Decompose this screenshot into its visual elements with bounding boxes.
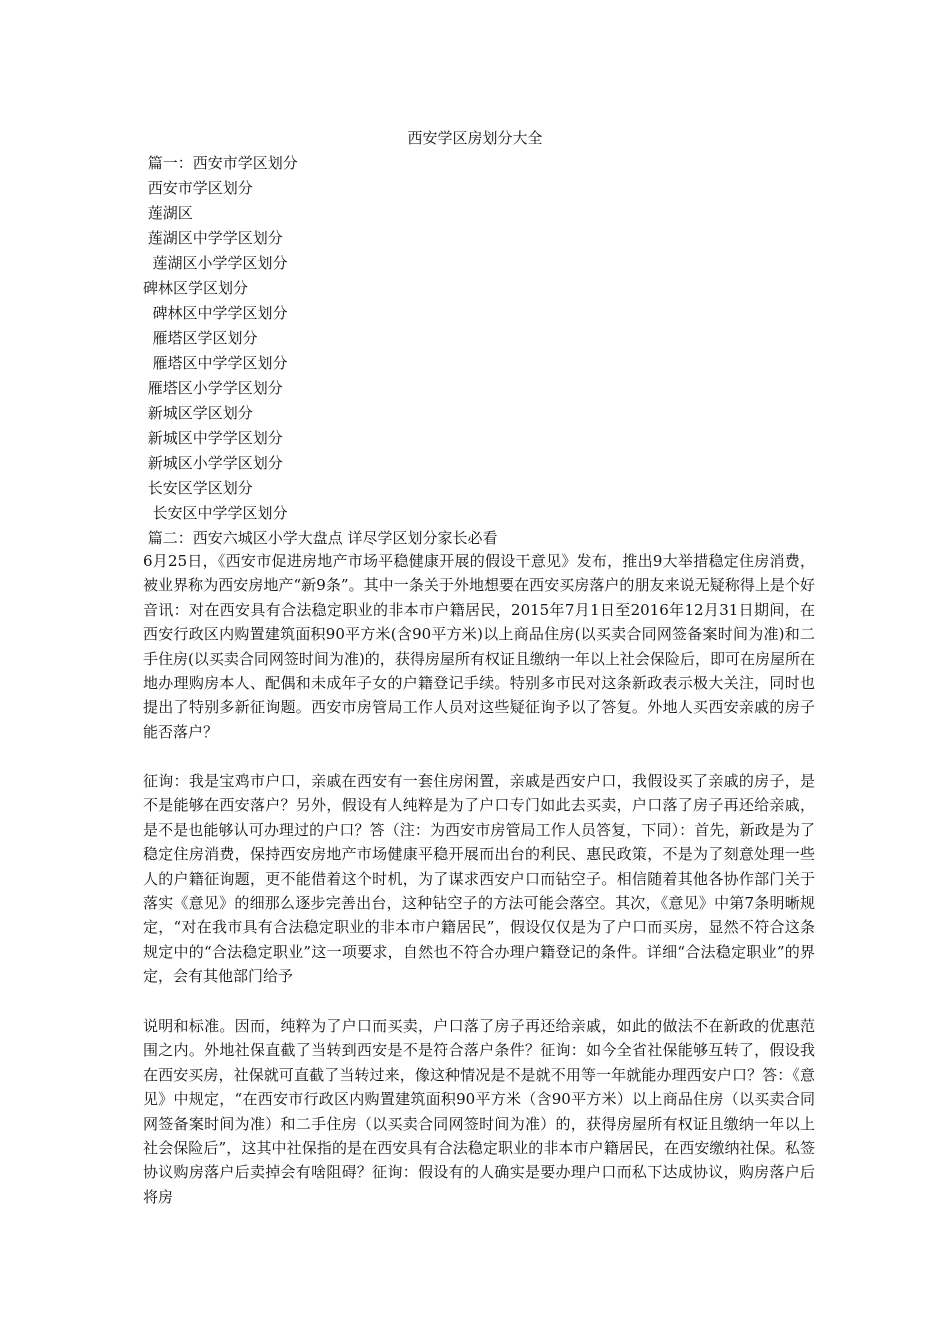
outline-item: 篇二：西安六城区小学大盘点 详尽学区划分家长必看: [143, 529, 498, 547]
document-title: 西安学区房划分大全: [407, 129, 543, 147]
body-paragraph: 说明和标准。因而，纯粹为了户口而买卖，户口落了房子再还给亲戚，如此的做法不在新政的优惠范围之内。外地社保直截了当转到西安是不是符合落户条件？征询：如今全省社保能够互转了，假设我在西安买房，社保就可直截了当转过来，像这种情况是不是就不用等一年就能办理西安户口？答：《意见》中规定，“在西安市行政区内购置建筑面积90平方米（含90平方米）以上商品住房（以买卖合同网签备案时间为准）和二手住房（以买卖合同网签时间为准）的，获得房屋所有权证且缴纳一年以上社会保险后”，这其中社保指的是在西安具有合法稳定职业的非本市户籍居民，在西安缴纳社保。私签协议购房落户后卖掉会有啥阻碍？征询：假设有的人确实是要办理户口而私下达成协议，购房落户后将房: [143, 1017, 815, 1206]
outline-item: 莲湖区: [143, 204, 193, 222]
body-paragraph: 征询：我是宝鸡市户口，亲戚在西安有一套住房闲置，亲戚是西安户口，我假设买了亲戚的房子，是不是能够在西安落户？另外，假设有人纯粹是为了户口专门如此去买卖，户口落了房子再还给亲戚，是不是也能够认可办理过的户口？答（注：为西安市房管局工作人员答复，下同）：首先，新政是为了稳定住房消费，保持西安房地产市场健康平稳开展而出台的利民、惠民政策，不是为了刻意处理一些人的户籍征询题，更不能借着这个时机，为了谋求西安户口而钻空子。相信随着其他各协作部门关于落实《意见》的细那么逐步完善出台，这种钻空子的方法可能会落空。其次，《意见》中第7条明晰规定，“对在我市具有合法稳定职业的非本市户籍居民”，假设仅仅是为了户口而买房，显然不符合这条规定中的“合法稳定职业”这一项要求，自然也不符合办理户籍登记的条件。详细“合法稳定职业”的界定，会有其他部门给予: [143, 772, 815, 986]
outline-item: 西安市学区划分: [143, 179, 253, 197]
outline-item: 新城区小学学区划分: [143, 454, 283, 472]
outline-item: 碑林区中学学区划分: [143, 304, 288, 322]
outline-item: 长安区中学学区划分: [143, 504, 288, 522]
outline-item: 莲湖区小学学区划分: [143, 254, 288, 272]
outline-item: 篇一：西安市学区划分: [143, 154, 298, 172]
outline-item: 莲湖区中学学区划分: [143, 229, 283, 247]
outline-list: [143, 151, 823, 551]
outline-item: 雁塔区中学学区划分: [143, 354, 288, 372]
outline-item: 碑林区学区划分: [143, 279, 249, 297]
outline-item: 雁塔区学区划分: [143, 329, 258, 347]
outline-item: 雁塔区小学学区划分: [143, 379, 283, 397]
outline-item: 新城区中学学区划分: [143, 429, 283, 447]
outline-item: 新城区学区划分: [143, 404, 253, 422]
body-paragraph: 6月25日，《西安市促进房地产市场平稳健康开展的假设干意见》发布，推出9大举措稳定住房消费，被业界称为西安房地产“新9条”。其中一条关于外地想要在西安买房落户的朋友来说无疑称得上是个好音讯：对在西安具有合法稳定职业的非本市户籍居民，2015年7月1日至2016年12月31日期间，在西安行政区内购置建筑面积90平方米(含90平方米)以上商品住房(以买卖合同网签备案时间为准)和二手住房(以买卖合同网签时间为准)的，获得房屋所有权证且缴纳一年以上社会保险后，即可在房屋所在地办理购房本人、配偶和未成年子女的户籍登记手续。特别多市民对这条新政表示极大关注，同时也提出了特别多新征询题。西安市房管局工作人员对这些疑征询予以了答复。外地人买西安亲戚的房子能否落户？: [143, 552, 815, 741]
outline-item: 长安区学区划分: [143, 479, 253, 497]
